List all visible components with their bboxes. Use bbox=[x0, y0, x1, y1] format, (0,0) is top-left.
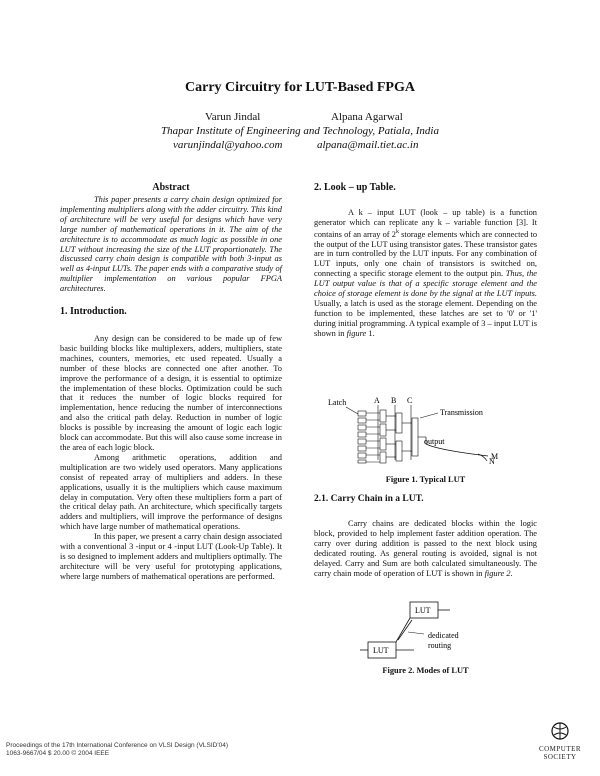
author-email-2: alpana@mail.tiet.ac.in bbox=[317, 139, 419, 151]
ieee-computer-society-logo bbox=[528, 722, 592, 761]
figure-1-n-label bbox=[478, 452, 498, 466]
fig1-label-b: B bbox=[391, 396, 397, 405]
intro-heading: 1. Introduction. bbox=[60, 306, 127, 317]
carry-body: Carry chains are dedicated blocks within the logic block, provided to help implement faster addition operation. The carry over during addition is passed to the next block using dedicated routing. As general routing is avoided, signal is not delayed. Carry and Sum are both calculated simultaneously. The carry chain mode of operation of LUT is shown in figure 2. bbox=[314, 519, 537, 578]
computer-society-emblem-icon bbox=[551, 722, 569, 740]
fig1-label-transmission: Transmission bbox=[440, 408, 483, 417]
logo-text-computer: COMPUTER bbox=[538, 745, 582, 753]
logo-text-society: SOCIETY bbox=[543, 753, 577, 761]
intro-paragraph-2: Among arithmetic operations, addition and multiplication are two widely used operators. Many applications consist of repeated array of multipliers and adders. In these applications, usually it is the multipliers which cause maximum delay in computation. Very often these multipliers form a part of the critical delay path. An architecture, which specifically targets adders and multipliers, will improve the performance of designs which have large number of mathematical operations. bbox=[60, 452, 282, 532]
author-email-1: varunjindal@yahoo.com bbox=[173, 139, 283, 151]
paper-title: Carry Circuitry for LUT-Based FPGA bbox=[185, 80, 415, 95]
figure-2-caption: Figure 2. Modes of LUT bbox=[382, 666, 469, 675]
abstract-text: This paper presents a carry chain design optimized for implementing multipliers along with the adder circuitry. This kind of architecture will be very useful for designs which have very large number of mathematical operations in it. The aim of the architecture is to accommodate as much logic as possible in one LUT without increasing the size of the LUT proportionately. The discussed carry chain design is compatible with both 3-input as well as 4-input LUTs. The paper ends with a comparative study of multiplier implementation on various popular FPGA architectures. bbox=[60, 195, 282, 294]
lut-heading: 2. Look – up Table. bbox=[314, 182, 396, 193]
intro-paragraph-1: Any design can be considered to be made up of few basic building blocks like multiplexers, adders, multipliers, state machines, counters, memories, etc used repeated. Usually a number of these blocks are connected one after another. To improve the performance of a design, it is essential to optimize the implementation of these blocks. Optimization could be such that it reduces the number of logic blocks required for implementation, hence reducing the number of interconnections and also the critical path delay. Reduction in number of logic blocks is possible by increasing the amount of logic each logic block can accommodate. But this will also cause some increase in the area of each logic block. bbox=[60, 334, 282, 452]
intro-paragraph-3: In this paper, we present a carry chain design associated with a conventional 3 -input or 4 -input LUT (Look-Up Table). It is so designed to implement adders and multipliers optimally. The architecture will be very useful for prototyping applications, where large numbers of mathematical operations are performed. bbox=[60, 532, 282, 581]
author-name-2: Alpana Agarwal bbox=[331, 111, 403, 123]
carry-heading: 2.1. Carry Chain in a LUT. bbox=[314, 494, 424, 504]
fig2-label-dedicated: dedicated bbox=[428, 631, 459, 640]
lut-body: A k – input LUT (look – up table) is a function generator which can replicate any k – variable function [3]. It contains of an array of 2$^k$ storage elements which are connected to the output of the LUT using transistor gates. These transistor gates are in turn controlled by the LUT inputs. For any combination of LUT inputs, only one chain of transistors is switched on, connecting a specific storage element to the output pin. Thus, the LUT output value is that of a specific storage element and the choice of storage element is done by the signal at the LUT inputs. Usually, a latch is used as the storage element. Depending on the function to be implemented, these latches are set to '0' or '1' during initial programming. A typical example of 3 – input LUT is shown in figure 1. bbox=[314, 208, 538, 338]
author-name-1: Varun Jindal bbox=[205, 111, 261, 123]
fig2-label-routing: routing bbox=[428, 641, 452, 650]
fig2-lut-top-label: LUT bbox=[415, 606, 431, 615]
intro-body bbox=[60, 334, 282, 582]
fig1-label-c: C bbox=[407, 396, 413, 405]
fig1-label-n: N bbox=[489, 457, 495, 466]
figure-1-caption: Figure 1. Typical LUT bbox=[385, 475, 466, 484]
fig1-label-a: A bbox=[374, 396, 380, 405]
fig1-label-latch: Latch bbox=[328, 398, 347, 407]
fig2-lut-bottom-label: LUT bbox=[373, 646, 389, 655]
author-affiliation: Thapar Institute of Engineering and Technology, Patiala, India bbox=[161, 125, 439, 137]
figure-2-diagram bbox=[360, 598, 500, 664]
footer-citation: Proceedings of the 17th International Conference on VLSI Design (VLSID'04) 1063-9667/04 $ 20.00 © 2004 IEEE bbox=[6, 742, 229, 757]
abstract-heading: Abstract bbox=[152, 182, 190, 193]
latch-array bbox=[358, 410, 426, 463]
fig1-label-m: M bbox=[491, 452, 499, 461]
fig1-label-output: output bbox=[424, 437, 445, 446]
